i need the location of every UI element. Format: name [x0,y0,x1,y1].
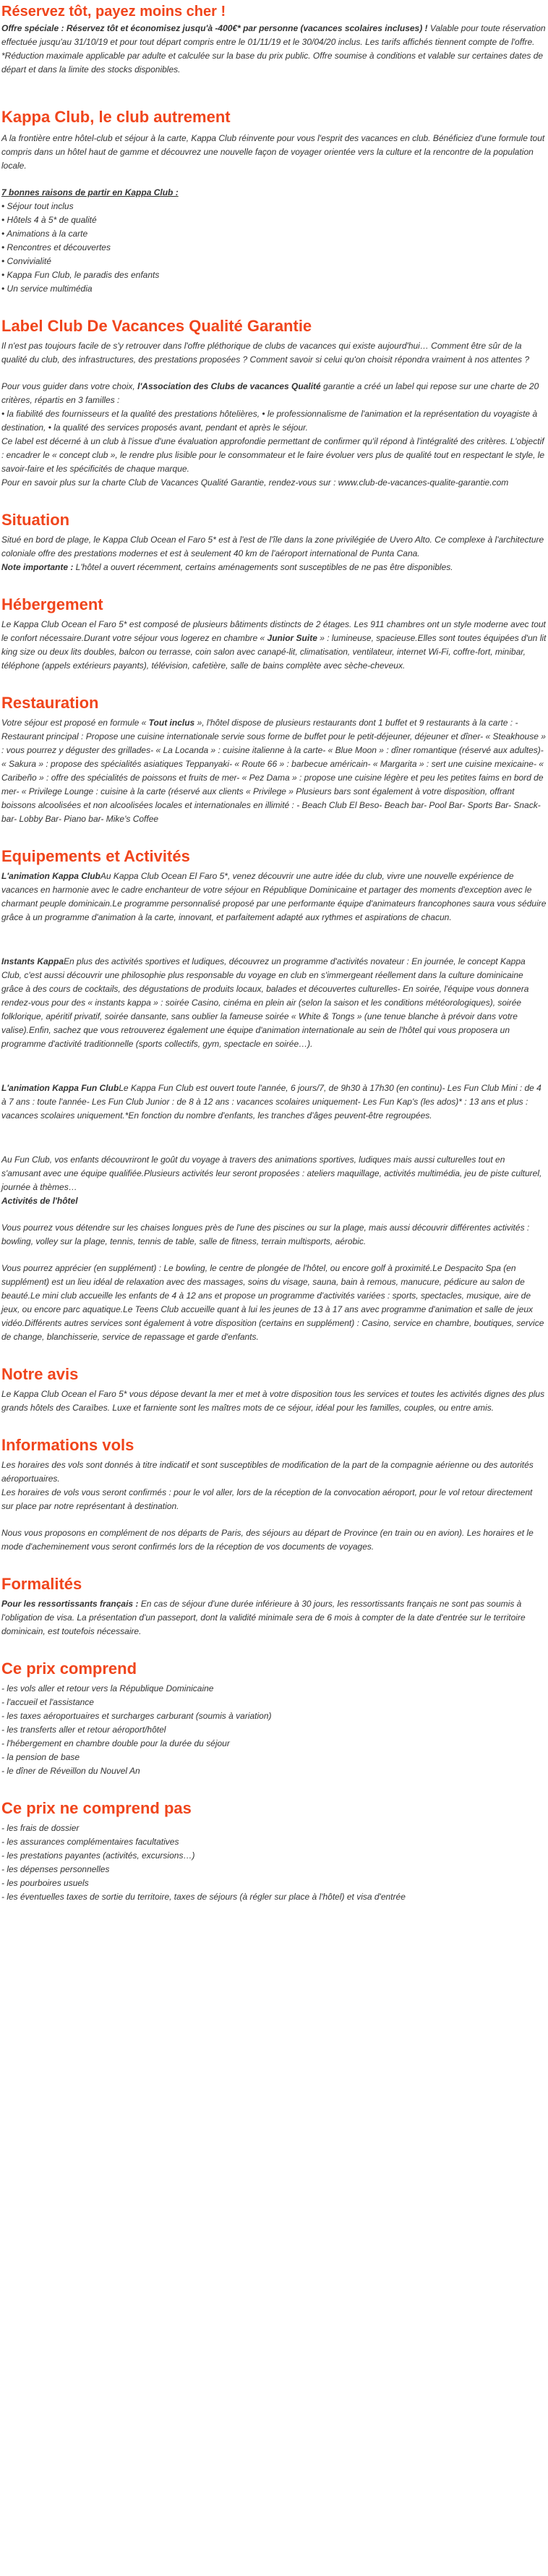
vols-province: Nous vous proposons en complément de nos départs de Paris, des séjours au départ de Province (en train ou en avion). Les horaires et le mode d'acheminement vous seront confirmés lors de la réception de vos documents de voyages. [1,1528,534,1552]
vols-disclaimer: Les horaires des vols sont donnés à titre indicatif et sont susceptibles de modification de la part de la compagnie aérienne ou des autorités aéroportuaires. [1,1460,534,1484]
equipements-title: Equipements et Activités [1,847,190,865]
formalites-label: Pour les ressortissants français : [1,1599,139,1609]
formalites-body: En cas de séjour d'une durée inférieure à 30 jours, les ressortissants français ne sont pas soumis à l'obligation de visa. La présentation d'un passeport, dont la validité minimale sera de 6 mois à compter de la date d'entrée sur le territoire dominicain, est toutefois nécessaire. [1,1599,526,1636]
label-charter-end: garantie a créé un label qui repose sur une charte de 20 critères, répartis en 3 familles : [1,381,539,405]
club-title: Kappa Club, le club autrement [1,108,231,126]
list-item: - les taxes aéroportuaires et surcharges carburant (soumis à variation) [1,1711,272,1721]
list-item: - la pension de base [1,1752,80,1762]
offer-paragraph [1,22,547,49]
animation-kappa-club [1,870,547,924]
vols-title: Informations vols [1,1436,134,1454]
list-item: • Hôtels 4 à 5* de qualité [1,215,97,225]
restauration-title: Restauration [1,694,99,712]
hotel-extra-activities: Vous pourrez apprécier (en supplément) : Le bowling, le centre de plongée de l'hôtel, ou encore golf à proximité.Le Despacito Spa (en supplément) est un lieu idéal de relaxation avec des massages, soins du visage, sauna, bain à remous, manucure, pédicure au salon de beauté.Le mini club accueille les enfants de 4 à 12 ans et propose un programme d'activités variées : sports, spectacles, musique, aire de jeux, ou encore parc aquatique.Le Teens Club accueille quant à lui les jeunes de 13 à 17 ans avec programme d'animation et salle de jeux vidéo.Différents autres services sont également à votre disposition (certains en supplément) : Casino, service en chambre, boutiques, service de change, blanchisserie, service de repassage et garde d'enfants. [1,1263,544,1342]
offer-text: Valable pour toute réservation effectuée jusqu'au 31/10/19 et pour tout départ compris entre le 01/11/19 et le 30/04/20 inclus. Les tarifs affichés tiennent compte de l'offre. [1,23,546,47]
restauration-text-start: Votre séjour est proposé en formule « [1,718,149,728]
club-reasons-title: 7 bonnes raisons de partir en Kappa Club : [1,187,179,197]
list-item: • Séjour tout inclus [1,201,74,211]
list-item: - les transferts aller et retour aéroport/hôtel [1,1725,166,1735]
page-content [0,1,548,1904]
formula-name: Tout inclus [148,718,195,728]
list-item: • Animations à la carte [1,229,88,239]
list-item: - les prestations payantes (activités, excursions…) [1,1850,195,1861]
prix-ne-comprend-pas-list [1,1822,547,1904]
prix-ne-comprend-pas-title: Ce prix ne comprend pas [1,1799,192,1817]
animation-kappa-club-title: L'animation Kappa Club [1,871,100,881]
fun-club-activities: Au Fun Club, vos enfants découvriront le goût du voyage à travers des animations sportives, ludiques mais aussi culturelles tout en s'amusant avec une équipe qualifiée.Plusieurs activités leur seront proposées : ateliers maquillage, activités multimédia, jeu de piste culturel, journée à thèmes… [1,1155,542,1192]
formalites-title: Formalités [1,1575,82,1593]
hebergement-text-end: » : lumineuse, spacieuse.Elles sont toutes équipées d'un lit king size ou deux lits doubles, balcon ou terrasse, coin salon avec canapé-lit, climatisation, ventilateur, internet Wi-Fi, coffre-fort, minibar, téléphone (appels extérieurs payants), télévision, cafetière, salle de bains complète avec sèche-cheveux. [1,633,547,671]
list-item: - les éventuelles taxes de sortie du territoire, taxes de séjours (à régler sur place à l'hôtel) et visa d'entrée [1,1892,406,1902]
club-reasons-list [1,200,547,296]
offer-footnote: *Réduction maximale applicable par adulte et calculée sur la base du prix public. Offre soumise à conditions et valable sur certaines dates de départ et dans la limite des stocks disponibles. [1,51,544,75]
label-intro: Il n'est pas toujours facile de s'y retrouver dans l'offre pléthorique de clubs de vacances qui existe aujourd'hui… Comment être sûr de la qualité du club, des infrastructures, des prestations proposées ? Comment savoir si celui qu'on choisit répondra vraiment à nos attentes ? [1,341,530,365]
offer-highlight: Offre spéciale : Réservez tôt et économisez jusqu'à -400€* par personne (vacances scolaires incluses) ! [1,23,428,33]
restauration-text [1,716,547,826]
hebergement-text [1,618,547,673]
prix-comprend-title: Ce prix comprend [1,1659,137,1678]
hebergement-title: Hébergement [1,595,103,613]
restauration-text-end: », l'hôtel dispose de plusieurs restaurants dont 1 buffet et 9 restaurants à la carte : - Restaurant principal : Propose une cuisine internationale servie sous forme de buffet pour le petit-déjeuner, déjeuner et dîner- « Steakhouse » : vous pourrez y déguster des grillades- « La Locanda » : cuisine italienne à la carte- « Blue Moon » : dîner romantique (réservé aux adultes)- « Sakura » : propose des spécialités asiatiques Teppanyaki- « Route 66 » : barbecue américain- « Margarita » : sert une cuisine mexicaine- « Caribeño » : offre des spécialités de poissons et fruits de mer- « Pez Dama » : propose une cuisine légère et peu les petites faims en bord de mer- « Privilege Lounge : cuisine à la carte (réservé aux clients « Privilege » Plusieurs bars sont également à votre disposition, offrant boissons alcoolisées et non alcoolisées locales et internationales en illimité : - Beach Club El Beso- Beach bar- Pool Bar- Sports Bar- Snack-bar- Lobby Bar- Piano bar- Mike's Coffee [1,718,546,824]
label-more-info: Pour en savoir plus sur la charte Club de Vacances Qualité Garantie, rendez-vous sur : www.club-de-vacances-qualite-garantie.com [1,477,509,488]
label-title: Label Club De Vacances Qualité Garantie [1,317,312,335]
list-item: - les dépenses personnelles [1,1864,110,1874]
list-item: - les vols aller et retour vers la République Dominicaine [1,1683,214,1693]
offer-title: Réservez tôt, payez moins cher ! [1,4,226,20]
note-label: Note importante : [1,562,74,572]
hotel-activities-text: Vous pourrez vous détendre sur les chaises longues près de l'une des piscines ou sur la plage, mais aussi découvrir différentes activités : bowling, volley sur la plage, tennis, tennis de table, salle de fitness, terrain multisports, aérobic. [1,1223,530,1246]
label-criteria: • la fiabilité des fournisseurs et la qualité des prestations hôtelières, • le professionnalisme de l'animation et la représentation du voyagiste à destination, • la qualité des services proposés avant, pendant et après le séjour. [1,409,538,433]
list-item: - l'accueil et l'assistance [1,1697,94,1707]
label-charter-start: Pour vous guider dans votre choix, [1,381,138,391]
instants-kappa-text: En plus des activités sportives et ludiques, découvrez un programme d'activités novateur : En journée, le concept Kappa Club, c'est aussi découvrir une philosophie plus responsable du voyage en club en s'immergeant réellement dans la culture dominicaine grâce à des cours de cocktails, des dégustations de produits locaux, balades et découvertes culturelles- En soirée, l'équipe vous donnera rendez-vous pour des « instants kappa » : soirée Casino, cinéma en plein air (selon la saison et les conditions météorologiques), soirée folklorique, apéritif privatif, soirée dansante, sans oublier la fameuse soirée « White & Tongs » (une tenue blanche à prévoir dans votre valise).Enfin, sachez que vous retrouverez également une équipe d'animation internationale au sein de l'hôtel qui vous proposera un programme d'activité traditionnelle (sports collectifs, gym, spectacle en soirée…). [1,956,529,1049]
label-association: l'Association des Clubs de vacances Qualité [137,381,321,391]
kappa-fun-club [1,1081,547,1123]
notre-avis-title: Notre avis [1,1365,79,1383]
instants-kappa-title: Instants Kappa [1,956,64,966]
list-item: • Un service multimédia [1,284,93,294]
hebergement-text-start: Le Kappa Club Ocean el Faro 5* est composé de plusieurs bâtiments distincts de 2 étages. Les 911 chambres ont un style moderne avec tout le confort nécessaire.Durant votre séjour vous logerez en chambre « [1,619,546,643]
animation-kappa-club-text: Au Kappa Club Ocean El Faro 5*, venez découvrir une autre idée du club, vivre une nouvelle expérience de vacances en harmonie avec le cadre enchanteur de votre séjour en République Dominicaine et partager des moments d'exception avec le charmant peuple dominicain.Le programme personnalisé proposé par une performante équipe d'animateurs francophones saura vous séduire grâce à un programme d'animation à la carte, innovant, et parfaitement adapté aux rythmes et aspirations de chacun. [1,871,547,922]
situation-title: Situation [1,511,70,529]
vols-confirmation: Les horaires de vols vous seront confirmés : pour le vol aller, lors de la réception de la convocation aéroport, pour le vol retour directement sur place par notre représentant à destination. [1,1487,533,1511]
list-item: • Convivialité [1,256,51,266]
kappa-fun-club-text: Le Kappa Fun Club est ouvert toute l'année, 6 jours/7, de 9h30 à 17h30 (en continu)- Les Fun Club Mini : de 4 à 7 ans : toute l'année- Les Fun Club Junior : de 8 à 12 ans : vacances scolaires uniquement- Les Fun Kap's (les ados)* : 13 ans et plus : vacances scolaires uniquement.*En fonction du nombre d'enfants, les tranches d'âges peuvent-être regroupées. [1,1083,541,1121]
kappa-fun-club-title: L'animation Kappa Fun Club [1,1083,119,1093]
list-item: - les pourboires usuels [1,1878,89,1888]
list-item: - le dîner de Réveillon du Nouvel An [1,1766,140,1776]
situation-note [1,561,547,574]
list-item: • Kappa Fun Club, le paradis des enfants [1,270,160,280]
hotel-activities-title: Activités de l'hôtel [1,1196,78,1206]
label-objective: Ce label est décerné à un club à l'issue d'une évaluation approfondie permettant de confirmer qu'il répond à l'intégralité des critères. L'objectif : encadrer le « concept club », le rendre plus lisible pour le consommateur et le faire évoluer vers plus de qualité tout en respectant le style, le savoir-faire et les spécificités de chaque marque. [1,436,545,474]
club-intro: A la frontière entre hôtel-club et séjour à la carte, Kappa Club réinvente pour vous l'esprit des vacances en club. Bénéficiez d'une formule tout compris dans un hôtel haut de gamme et découvrez une nouvelle façon de voyager orientée vers la culture et la rencontre de la population locale. [1,133,545,171]
situation-text: Situé en bord de plage, le Kappa Club Ocean el Faro 5* est à l'est de l'île dans la zone privilégiée de Uvero Alto. Ce complexe à l'architecture coloniale offre des prestations modernes et est à seulement 40 km de l'aéroport international de Punta Cana. [1,535,544,558]
instants-kappa [1,955,547,1051]
note-text: L'hôtel a ouvert récemment, certains aménagements sont susceptibles de ne pas être disponibles. [73,562,453,572]
prix-comprend-list [1,1682,547,1778]
list-item: • Rencontres et découvertes [1,242,111,252]
notre-avis-text: Le Kappa Club Ocean el Faro 5* vous dépose devant la mer et met à votre disposition tous les services et toutes les activités dignes des plus grands hôtels des Caraïbes. Luxe et farniente sont les maîtres mots de ce séjour, idéal pour les familles, couples, ou entre amis. [1,1389,545,1413]
list-item: - les frais de dossier [1,1823,80,1833]
label-charter [1,380,547,407]
room-type: Junior Suite [267,633,317,643]
formalites-text [1,1597,547,1638]
list-item: - l'hébergement en chambre double pour la durée du séjour [1,1738,230,1748]
list-item: - les assurances complémentaires facultatives [1,1837,179,1847]
